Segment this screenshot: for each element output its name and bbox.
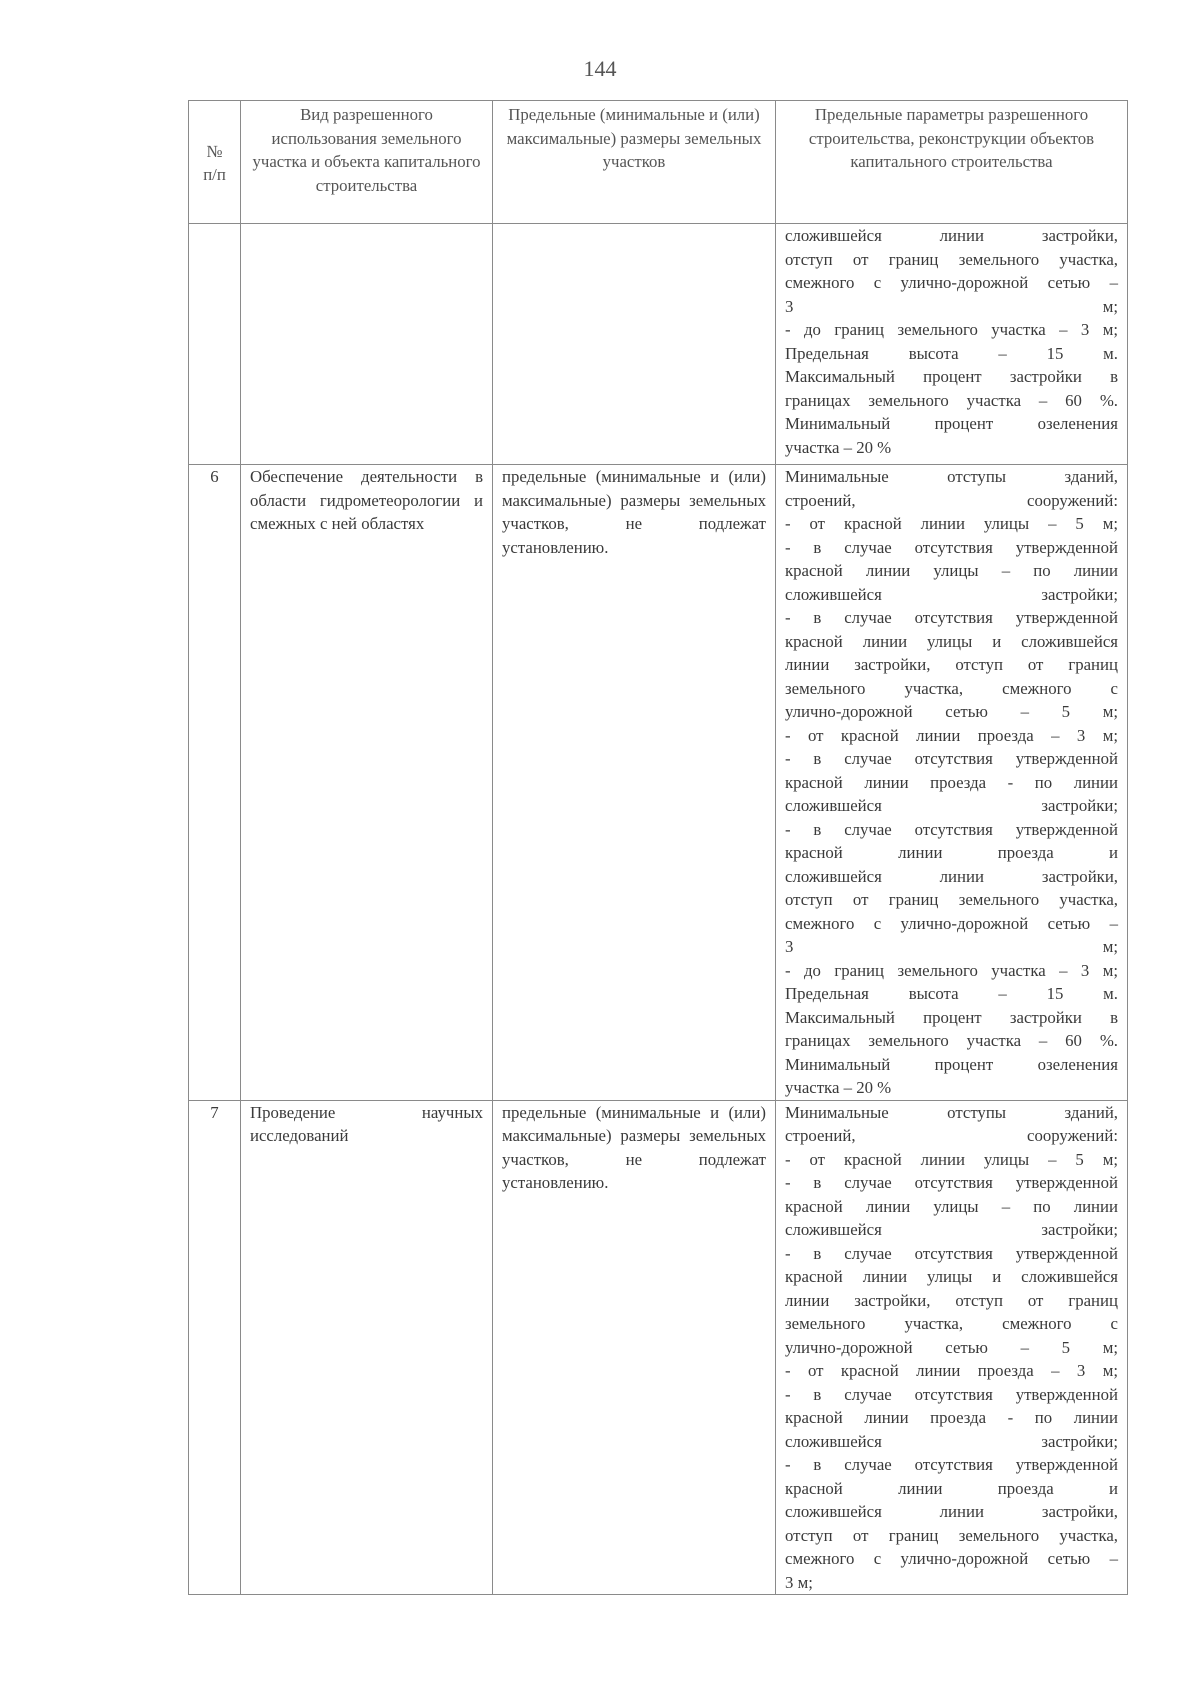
param-line: - в случае отсутствия утвержденной (785, 1173, 1118, 1192)
table-row (189, 1100, 1128, 1595)
param-line: линии застройки, отступ от границ (785, 1290, 1118, 1310)
cell-use: Проведение научных исследований (241, 1100, 493, 1595)
param-line: 3 м; (785, 1572, 813, 1592)
param-line: красной линии улицы и сложившейся (785, 631, 1118, 651)
param-line: Предельная высота – 15 м. (785, 984, 1118, 1003)
param-line: 3 м; (785, 937, 1118, 956)
param-line: - в случае отсутствия утвержденной (785, 537, 1118, 557)
param-line: улично-дорожной сетью – 5 м; (785, 1337, 1118, 1357)
table-row (189, 465, 1128, 1101)
param-line: Максимальный процент застройки в (785, 1007, 1118, 1027)
param-line: Предельная высота – 15 м. (785, 343, 1118, 363)
param-line: Минимальный процент озеленения (785, 414, 1118, 433)
param-line: - в случае отсутствия утвержденной (785, 1384, 1118, 1404)
param-line: сложившейся застройки; (785, 1431, 1118, 1451)
param-line: сложившейся застройки; (785, 584, 1118, 604)
param-line: сложившейся линии застройки, (785, 226, 1118, 245)
cell-size: предельные (минимальные и (или) максимальные) размеры земельных участков, не подлежат установлению. (493, 465, 776, 1101)
param-line: строений, сооружений: (785, 1126, 1118, 1145)
param-line: земельного участка, смежного с (785, 1314, 1118, 1333)
param-line: - до границ земельного участка – 3 м; (785, 320, 1118, 339)
cell-num (189, 224, 241, 465)
param-line: - в случае отсутствия утвержденной (785, 749, 1118, 768)
param-line: 3 м; (785, 296, 1118, 316)
param-line: земельного участка, смежного с (785, 678, 1118, 698)
param-line: смежного с улично-дорожной сетью – (785, 1549, 1118, 1568)
cell-params (776, 465, 1128, 1101)
table-row-continuation (189, 224, 1128, 465)
param-line: сложившейся линии застройки, (785, 1502, 1118, 1521)
header-size: Предельные (минимальные и (или) максимальные) размеры земельных участков (493, 101, 776, 224)
param-line: строений, сооружений: (785, 490, 1118, 510)
param-line: Минимальный процент озеленения (785, 1054, 1118, 1074)
param-line: отступ от границ земельного участка, (785, 249, 1118, 269)
param-line: отступ от границ земельного участка, (785, 890, 1118, 909)
param-line: участка – 20 % (785, 1078, 892, 1097)
header-params: Предельные параметры разрешенного строительства, реконструкции объектов капитального строительства (776, 101, 1128, 224)
param-line: смежного с улично-дорожной сетью – (785, 913, 1118, 933)
param-line: отступ от границ земельного участка, (785, 1525, 1118, 1545)
param-line: границах земельного участка – 60 %. (785, 1031, 1118, 1050)
cell-use (241, 224, 493, 465)
param-line: красной линии проезда и (785, 843, 1118, 862)
param-line: - в случае отсутствия утвержденной (785, 1455, 1118, 1474)
param-line: - от красной линии улицы – 5 м; (785, 1149, 1118, 1169)
param-line: красной линии улицы – по линии (785, 561, 1118, 580)
param-line: Максимальный процент застройки в (785, 367, 1118, 386)
cell-size: предельные (минимальные и (или) максимальные) размеры земельных участков, не подлежат установлению. (493, 1100, 776, 1595)
param-line: участка – 20 % (785, 437, 892, 457)
param-line: - от красной линии улицы – 5 м; (785, 514, 1118, 533)
param-line: красной линии проезда и (785, 1478, 1118, 1498)
param-line: сложившейся застройки; (785, 1220, 1118, 1239)
cell-params (776, 1100, 1128, 1595)
param-line: смежного с улично-дорожной сетью – (785, 273, 1118, 292)
header-num: № п/п (189, 101, 241, 224)
param-line: красной линии проезда - по линии (785, 772, 1118, 792)
param-line: красной линии улицы – по линии (785, 1196, 1118, 1216)
cell-size (493, 224, 776, 465)
param-line: - от красной линии проезда – 3 м; (785, 1361, 1118, 1380)
param-line: улично-дорожной сетью – 5 м; (785, 702, 1118, 721)
cell-num: 7 (189, 1100, 241, 1595)
param-line: - в случае отсутствия утвержденной (785, 819, 1118, 839)
param-line: линии застройки, отступ от границ (785, 655, 1118, 674)
regulations-table (188, 100, 1128, 1595)
header-use: Вид разрешенного использования земельного участка и объекта капитального строительства (241, 101, 493, 224)
param-line: Минимальные отступы зданий, (785, 467, 1118, 486)
cell-use: Обеспечение деятельности в области гидрометеорологии и смежных с ней областях (241, 465, 493, 1101)
param-line: Минимальные отступы зданий, (785, 1102, 1118, 1122)
param-line: сложившейся застройки; (785, 796, 1118, 815)
param-line: - в случае отсутствия утвержденной (785, 1243, 1118, 1263)
page-number: 144 (583, 56, 617, 81)
table-header-row (189, 101, 1128, 224)
cell-params (776, 224, 1128, 465)
param-line: границах земельного участка – 60 %. (785, 390, 1118, 410)
param-line: красной линии улицы и сложившейся (785, 1267, 1118, 1286)
param-line: - в случае отсутствия утвержденной (785, 608, 1118, 627)
param-line: красной линии проезда - по линии (785, 1408, 1118, 1427)
param-line: сложившейся линии застройки, (785, 866, 1118, 886)
cell-num: 6 (189, 465, 241, 1101)
param-line: - от красной линии проезда – 3 м; (785, 725, 1118, 745)
param-line: - до границ земельного участка – 3 м; (785, 960, 1118, 980)
